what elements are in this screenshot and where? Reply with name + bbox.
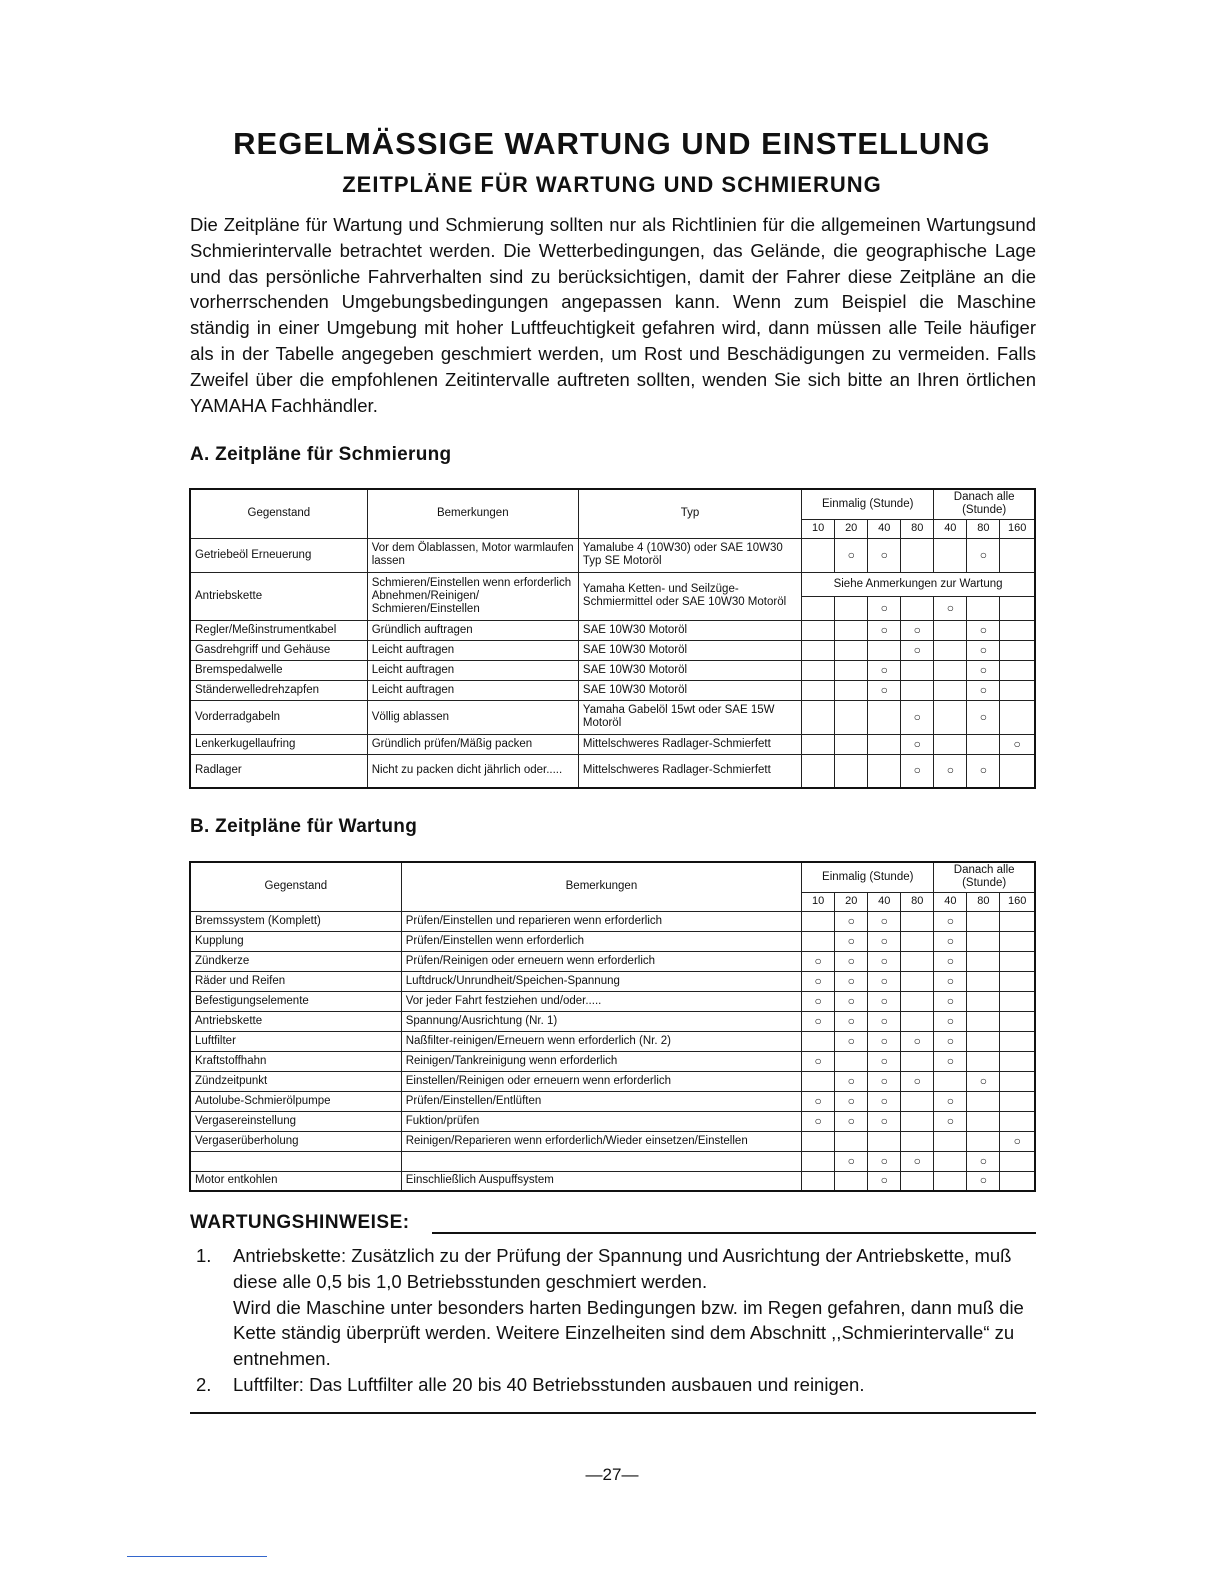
- table-row: [190, 1071, 1035, 1091]
- empty-cell: [1000, 1111, 1035, 1131]
- maintenance-schedule-table: [189, 861, 1036, 1192]
- empty-cell: [901, 911, 934, 931]
- empty-cell: [967, 1051, 1000, 1071]
- empty-cell: [1000, 660, 1035, 680]
- item-cell: Vorderradgabeln: [190, 700, 367, 734]
- empty-cell: [1000, 991, 1035, 1011]
- circle-mark: ○: [901, 1031, 934, 1051]
- col-header-after: Danach alle (Stunde): [934, 489, 1035, 519]
- item-cell: Ständerwelledrehzapfen: [190, 680, 367, 700]
- empty-cell: [1000, 1071, 1035, 1091]
- table-row: [190, 572, 1035, 596]
- item-cell: Befestigungselemente: [190, 991, 401, 1011]
- circle-mark: ○: [934, 1051, 967, 1071]
- empty-cell: [934, 1151, 967, 1171]
- circle-mark: ○: [868, 1051, 901, 1071]
- empty-cell: [934, 1131, 967, 1151]
- empty-cell: [868, 700, 901, 734]
- col-header-after: Danach alle (Stunde): [934, 862, 1035, 892]
- circle-mark: ○: [835, 1111, 868, 1131]
- empty-cell: [967, 991, 1000, 1011]
- circle-mark: ○: [934, 1091, 967, 1111]
- table-row: [190, 754, 1035, 788]
- empty-cell: [967, 596, 1000, 620]
- circle-mark: ○: [835, 1011, 868, 1031]
- note-text: Antriebskette: Zusätzlich zu der Prüfung der Spannung und Ausrichtung der Antriebskette, muß diese alle 0,5 bis 1,0 Betriebsstunden geschmiert werden.: [233, 1245, 1012, 1292]
- empty-cell: [835, 1171, 868, 1191]
- item-cell: Räder und Reifen: [190, 971, 401, 991]
- circle-mark: ○: [868, 911, 901, 931]
- hour-header: 10: [802, 892, 835, 911]
- empty-cell: [1000, 538, 1035, 572]
- table-row: [190, 1031, 1035, 1051]
- heading-rule: [432, 1232, 1036, 1234]
- circle-mark: ○: [835, 911, 868, 931]
- circle-mark: ○: [802, 1011, 835, 1031]
- circle-mark: ○: [901, 620, 934, 640]
- circle-mark: ○: [868, 951, 901, 971]
- type-cell: SAE 10W30 Motoröl: [578, 640, 801, 660]
- circle-mark: ○: [967, 680, 1000, 700]
- empty-cell: [967, 1091, 1000, 1111]
- empty-cell: [967, 971, 1000, 991]
- section-b-heading: B. Zeitpläne für Wartung: [190, 816, 418, 837]
- empty-cell: [967, 734, 1000, 754]
- col-header-item: Gegenstand: [190, 862, 401, 911]
- hour-header: 40: [934, 519, 967, 538]
- empty-cell: [802, 931, 835, 951]
- remarks-cell: Fuktion/prüfen: [401, 1111, 801, 1131]
- empty-cell: [901, 1091, 934, 1111]
- empty-cell: [934, 700, 967, 734]
- circle-mark: ○: [868, 1091, 901, 1111]
- empty-cell: [1000, 1011, 1035, 1031]
- empty-cell: [901, 596, 934, 620]
- empty-cell: [934, 640, 967, 660]
- circle-mark: ○: [868, 971, 901, 991]
- circle-mark: ○: [901, 734, 934, 754]
- circle-mark: ○: [1000, 734, 1035, 754]
- hour-header: 80: [901, 892, 934, 911]
- circle-mark: ○: [901, 700, 934, 734]
- circle-mark: ○: [835, 1031, 868, 1051]
- empty-cell: [802, 1151, 835, 1171]
- item-cell: Vergaserüberholung: [190, 1131, 401, 1151]
- empty-cell: [1000, 1151, 1035, 1171]
- item-cell: Getriebeöl Erneuerung: [190, 538, 367, 572]
- hour-header: 40: [868, 892, 901, 911]
- empty-cell: [1000, 700, 1035, 734]
- circle-mark: ○: [868, 538, 901, 572]
- remarks-cell: Schmieren/Einstellen wenn erforderlich Abnehmen/Reinigen/ Schmieren/Einstellen: [367, 572, 578, 620]
- circle-mark: ○: [934, 1011, 967, 1031]
- circle-mark: ○: [934, 1111, 967, 1131]
- circle-mark: ○: [868, 1031, 901, 1051]
- item-cell: Zündkerze: [190, 951, 401, 971]
- col-header-once: Einmalig (Stunde): [802, 862, 934, 892]
- empty-cell: [802, 660, 835, 680]
- circle-mark: ○: [802, 971, 835, 991]
- remarks-cell: Luftdruck/Unrundheit/Speichen-Spannung: [401, 971, 801, 991]
- empty-cell: [1000, 1171, 1035, 1191]
- page-subtitle: ZEITPLÄNE FÜR WARTUNG UND SCHMIERUNG: [342, 172, 882, 197]
- empty-cell: [802, 734, 835, 754]
- circle-mark: ○: [868, 660, 901, 680]
- table-row: [190, 1131, 1035, 1151]
- empty-cell: [868, 754, 901, 788]
- circle-mark: ○: [934, 1031, 967, 1051]
- circle-mark: ○: [835, 951, 868, 971]
- circle-mark: ○: [967, 1071, 1000, 1091]
- hour-header: 160: [1000, 892, 1035, 911]
- circle-mark: ○: [835, 1151, 868, 1171]
- circle-mark: ○: [868, 931, 901, 951]
- hour-header: 20: [835, 892, 868, 911]
- bottom-rule: [190, 1412, 1036, 1414]
- empty-cell: [835, 734, 868, 754]
- page-title: REGELMÄSSIGE WARTUNG UND EINSTELLUNG: [233, 126, 991, 161]
- empty-cell: [967, 911, 1000, 931]
- hour-header: 10: [802, 519, 835, 538]
- remarks-cell: Leicht auftragen: [367, 640, 578, 660]
- remarks-cell: Einstellen/Reinigen oder erneuern wenn erforderlich: [401, 1071, 801, 1091]
- empty-cell: [901, 1171, 934, 1191]
- circle-mark: ○: [967, 1171, 1000, 1191]
- circle-mark: ○: [901, 754, 934, 788]
- circle-mark: ○: [934, 931, 967, 951]
- hour-header: 40: [934, 892, 967, 911]
- empty-cell: [934, 680, 967, 700]
- circle-mark: ○: [868, 1171, 901, 1191]
- empty-cell: [934, 620, 967, 640]
- empty-cell: [802, 538, 835, 572]
- type-cell: SAE 10W30 Motoröl: [578, 680, 801, 700]
- circle-mark: ○: [802, 951, 835, 971]
- col-header-remarks: Bemerkungen: [401, 862, 801, 911]
- table-row: [190, 680, 1035, 700]
- item-cell: Motor entkohlen: [190, 1171, 401, 1191]
- hour-header: 20: [835, 519, 868, 538]
- circle-mark: ○: [835, 538, 868, 572]
- remarks-cell: Spannung/Ausrichtung (Nr. 1): [401, 1011, 801, 1031]
- type-cell: Mittelschweres Radlager-Schmierfett: [578, 734, 801, 754]
- remarks-cell: Vor jeder Fahrt festziehen und/oder.....: [401, 991, 801, 1011]
- empty-cell: [967, 1131, 1000, 1151]
- empty-cell: [868, 1131, 901, 1151]
- empty-cell: [1000, 754, 1035, 788]
- intro-paragraph: Die Zeitpläne für Wartung und Schmierung sollten nur als Richtlinien für die allgemeinen Wartungsund Schmierintervalle betrachtet werden. Die Wetterbedingungen, das Gelände, die geographische Lage und das persönliche Fahrverhalten sind zu berücksichtigen, damit der Fahrer diese Zeitpläne an die vorherrschenden Umgebungsbedingungen angepassen kann. Wenn zum Beispiel die Maschine ständig in einer Umgebung mit hoher Luftfeuchtigkeit gefahren wird, dann müssen alle Teile häufiger als in der Tabelle angegeben geschmiert werden, um Rost und Beschädigungen zu vermeiden. Falls Zweifel über die empfohlenen Zeitintervalle auftreten sollten, wenden Sie sich bitte an Ihren örtlichen YAMAHA Fachhändler.: [190, 214, 1036, 416]
- remarks-cell: Prüfen/Reinigen oder erneuern wenn erforderlich: [401, 951, 801, 971]
- type-cell: Mittelschweres Radlager-Schmierfett: [578, 754, 801, 788]
- empty-cell: [802, 680, 835, 700]
- remarks-cell: Prüfen/Einstellen und reparieren wenn erforderlich: [401, 911, 801, 931]
- empty-cell: [1000, 1031, 1035, 1051]
- type-cell: Yamaha Gabelöl 15wt oder SAE 15W Motoröl: [578, 700, 801, 734]
- empty-cell: [901, 538, 934, 572]
- circle-mark: ○: [868, 1011, 901, 1031]
- note-number: 1.: [196, 1245, 212, 1266]
- empty-cell: [934, 660, 967, 680]
- remarks-cell: Leicht auftragen: [367, 660, 578, 680]
- empty-cell: [901, 951, 934, 971]
- circle-mark: ○: [934, 754, 967, 788]
- empty-cell: [835, 640, 868, 660]
- circle-mark: ○: [868, 991, 901, 1011]
- type-cell: Yamalube 4 (10W30) oder SAE 10W30 Typ SE Motoröl: [578, 538, 801, 572]
- remarks-cell: Nicht zu packen dicht jährlich oder.....: [367, 754, 578, 788]
- empty-cell: [901, 1131, 934, 1151]
- circle-mark: ○: [901, 1071, 934, 1091]
- col-header-item: Gegenstand: [190, 489, 367, 538]
- circle-mark: ○: [835, 991, 868, 1011]
- table-row: [190, 538, 1035, 572]
- hour-header: 80: [967, 519, 1000, 538]
- empty-cell: [967, 931, 1000, 951]
- item-cell: Vergasereinstellung: [190, 1111, 401, 1131]
- circle-mark: ○: [868, 596, 901, 620]
- maintenance-notes-heading: WARTUNGSHINWEISE:: [190, 1212, 410, 1233]
- item-cell: Kraftstoffhahn: [190, 1051, 401, 1071]
- circle-mark: ○: [868, 1151, 901, 1171]
- circle-mark: ○: [901, 1151, 934, 1171]
- empty-cell: [934, 538, 967, 572]
- remarks-cell: [401, 1151, 801, 1171]
- item-cell: Luftfilter: [190, 1031, 401, 1051]
- circle-mark: ○: [967, 538, 1000, 572]
- table-row: [190, 660, 1035, 680]
- empty-cell: [802, 754, 835, 788]
- section-a-heading: A. Zeitpläne für Schmierung: [190, 444, 452, 465]
- item-cell: Kupplung: [190, 931, 401, 951]
- empty-cell: [1000, 931, 1035, 951]
- empty-cell: [967, 951, 1000, 971]
- empty-cell: [901, 991, 934, 1011]
- item-cell: Autolube-Schmierölpumpe: [190, 1091, 401, 1111]
- table-row: [190, 1091, 1035, 1111]
- hour-header: 80: [967, 892, 1000, 911]
- remarks-cell: Einschließlich Auspuffsystem: [401, 1171, 801, 1191]
- empty-cell: [1000, 911, 1035, 931]
- empty-cell: [1000, 971, 1035, 991]
- hour-header: 160: [1000, 519, 1035, 538]
- table-row: [190, 911, 1035, 931]
- item-cell: Radlager: [190, 754, 367, 788]
- circle-mark: ○: [967, 640, 1000, 660]
- empty-cell: [868, 734, 901, 754]
- empty-cell: [1000, 620, 1035, 640]
- type-cell: SAE 10W30 Motoröl: [578, 620, 801, 640]
- item-cell: Regler/Meßinstrumentkabel: [190, 620, 367, 640]
- circle-mark: ○: [868, 680, 901, 700]
- circle-mark: ○: [835, 971, 868, 991]
- item-cell: [190, 1151, 401, 1171]
- col-header-type: Typ: [578, 489, 801, 538]
- empty-cell: [901, 1051, 934, 1071]
- empty-cell: [835, 700, 868, 734]
- table-row: [190, 1051, 1035, 1071]
- empty-cell: [901, 680, 934, 700]
- maintenance-notes: [196, 1243, 1036, 1398]
- remarks-cell: Prüfen/Einstellen wenn erforderlich: [401, 931, 801, 951]
- remarks-cell: Völlig ablassen: [367, 700, 578, 734]
- empty-cell: [835, 1051, 868, 1071]
- empty-cell: [835, 680, 868, 700]
- empty-cell: [835, 620, 868, 640]
- item-cell: Bremspedalwelle: [190, 660, 367, 680]
- hour-header: 80: [901, 519, 934, 538]
- empty-cell: [802, 1131, 835, 1151]
- table-row: [190, 971, 1035, 991]
- page-number: —27—: [585, 1465, 639, 1484]
- note-item: [196, 1372, 1036, 1398]
- table-row: [190, 620, 1035, 640]
- circle-mark: ○: [901, 640, 934, 660]
- table-row: [190, 951, 1035, 971]
- note-text: Wird die Maschine unter besonders harten Bedingungen bzw. im Regen gefahren, dann muß die Kette ständig überprüft werden. Weitere Einzelheiten sind dem Abschnitt ,,Schmierintervalle“ zu entnehmen.: [233, 1296, 1024, 1370]
- type-cell: SAE 10W30 Motoröl: [578, 660, 801, 680]
- empty-cell: [802, 700, 835, 734]
- remarks-cell: Naßfilter-reinigen/Erneuern wenn erforderlich (Nr. 2): [401, 1031, 801, 1051]
- table-row: [190, 640, 1035, 660]
- table-row: [190, 1171, 1035, 1191]
- empty-cell: [802, 1031, 835, 1051]
- circle-mark: ○: [967, 700, 1000, 734]
- circle-mark: ○: [835, 1071, 868, 1091]
- item-cell: Zündzeitpunkt: [190, 1071, 401, 1091]
- item-cell: Antriebskette: [190, 1011, 401, 1031]
- table-row: [190, 931, 1035, 951]
- item-cell: Gasdrehgriff und Gehäuse: [190, 640, 367, 660]
- empty-cell: [835, 596, 868, 620]
- item-cell: Lenkerkugellaufring: [190, 734, 367, 754]
- note-number: 2.: [196, 1373, 212, 1395]
- remarks-cell: Reinigen/Tankreinigung wenn erforderlich: [401, 1051, 801, 1071]
- table-row: [190, 734, 1035, 754]
- remarks-cell: Vor dem Ölablassen, Motor warmlaufen lassen: [367, 538, 578, 572]
- circle-mark: ○: [934, 951, 967, 971]
- empty-cell: [802, 620, 835, 640]
- empty-cell: [802, 596, 835, 620]
- empty-cell: [802, 640, 835, 660]
- empty-cell: [1000, 596, 1035, 620]
- remarks-cell: Gründlich auftragen: [367, 620, 578, 640]
- remarks-cell: Reinigen/Reparieren wenn erforderlich/Wieder einsetzen/Einstellen: [401, 1131, 801, 1151]
- table-row: [190, 1151, 1035, 1171]
- empty-cell: [901, 931, 934, 951]
- empty-cell: [934, 734, 967, 754]
- circle-mark: ○: [934, 911, 967, 931]
- table-row: [190, 700, 1035, 734]
- table-row: [190, 1011, 1035, 1031]
- empty-cell: [802, 1171, 835, 1191]
- circle-mark: ○: [967, 620, 1000, 640]
- item-cell: Antriebskette: [190, 572, 367, 620]
- circle-mark: ○: [868, 1071, 901, 1091]
- col-header-remarks: Bemerkungen: [367, 489, 578, 538]
- empty-cell: [802, 1071, 835, 1091]
- empty-cell: [967, 1111, 1000, 1131]
- col-header-once: Einmalig (Stunde): [802, 489, 934, 519]
- hour-header: 40: [868, 519, 901, 538]
- empty-cell: [802, 911, 835, 931]
- circle-mark: ○: [835, 931, 868, 951]
- table-row: [190, 991, 1035, 1011]
- empty-cell: [901, 1111, 934, 1131]
- empty-cell: [868, 640, 901, 660]
- circle-mark: ○: [967, 754, 1000, 788]
- remarks-cell: Prüfen/Einstellen/Entlüften: [401, 1091, 801, 1111]
- remarks-cell: Leicht auftragen: [367, 680, 578, 700]
- circle-mark: ○: [967, 1151, 1000, 1171]
- lubrication-schedule-table: [189, 488, 1036, 789]
- empty-cell: [901, 1011, 934, 1031]
- circle-mark: ○: [868, 1111, 901, 1131]
- circle-mark: ○: [802, 1111, 835, 1131]
- empty-cell: [1000, 1051, 1035, 1071]
- empty-cell: [934, 1171, 967, 1191]
- empty-cell: [934, 1071, 967, 1091]
- type-cell: Yamaha Ketten- und Seilzüge-Schmiermittel oder SAE 10W30 Motoröl: [578, 572, 801, 620]
- circle-mark: ○: [802, 991, 835, 1011]
- schedule-note: Siehe Anmerkungen zur Wartung: [802, 572, 1035, 596]
- circle-mark: ○: [934, 596, 967, 620]
- circle-mark: ○: [868, 620, 901, 640]
- empty-cell: [1000, 640, 1035, 660]
- footer-line: [127, 1556, 267, 1557]
- empty-cell: [835, 754, 868, 788]
- empty-cell: [901, 971, 934, 991]
- empty-cell: [1000, 951, 1035, 971]
- circle-mark: ○: [934, 991, 967, 1011]
- item-cell: Bremssystem (Komplett): [190, 911, 401, 931]
- circle-mark: ○: [835, 1091, 868, 1111]
- circle-mark: ○: [934, 971, 967, 991]
- remarks-cell: Gründlich prüfen/Mäßig packen: [367, 734, 578, 754]
- circle-mark: ○: [802, 1091, 835, 1111]
- circle-mark: ○: [802, 1051, 835, 1071]
- empty-cell: [967, 1011, 1000, 1031]
- circle-mark: ○: [967, 660, 1000, 680]
- note-text: Luftfilter: Das Luftfilter alle 20 bis 40 Betriebsstunden ausbauen und reinigen.: [233, 1373, 865, 1395]
- empty-cell: [967, 1031, 1000, 1051]
- table-row: [190, 1111, 1035, 1131]
- empty-cell: [901, 660, 934, 680]
- empty-cell: [835, 660, 868, 680]
- note-item: [196, 1243, 1036, 1372]
- empty-cell: [835, 1131, 868, 1151]
- empty-cell: [1000, 680, 1035, 700]
- empty-cell: [1000, 1091, 1035, 1111]
- circle-mark: ○: [1000, 1131, 1035, 1151]
